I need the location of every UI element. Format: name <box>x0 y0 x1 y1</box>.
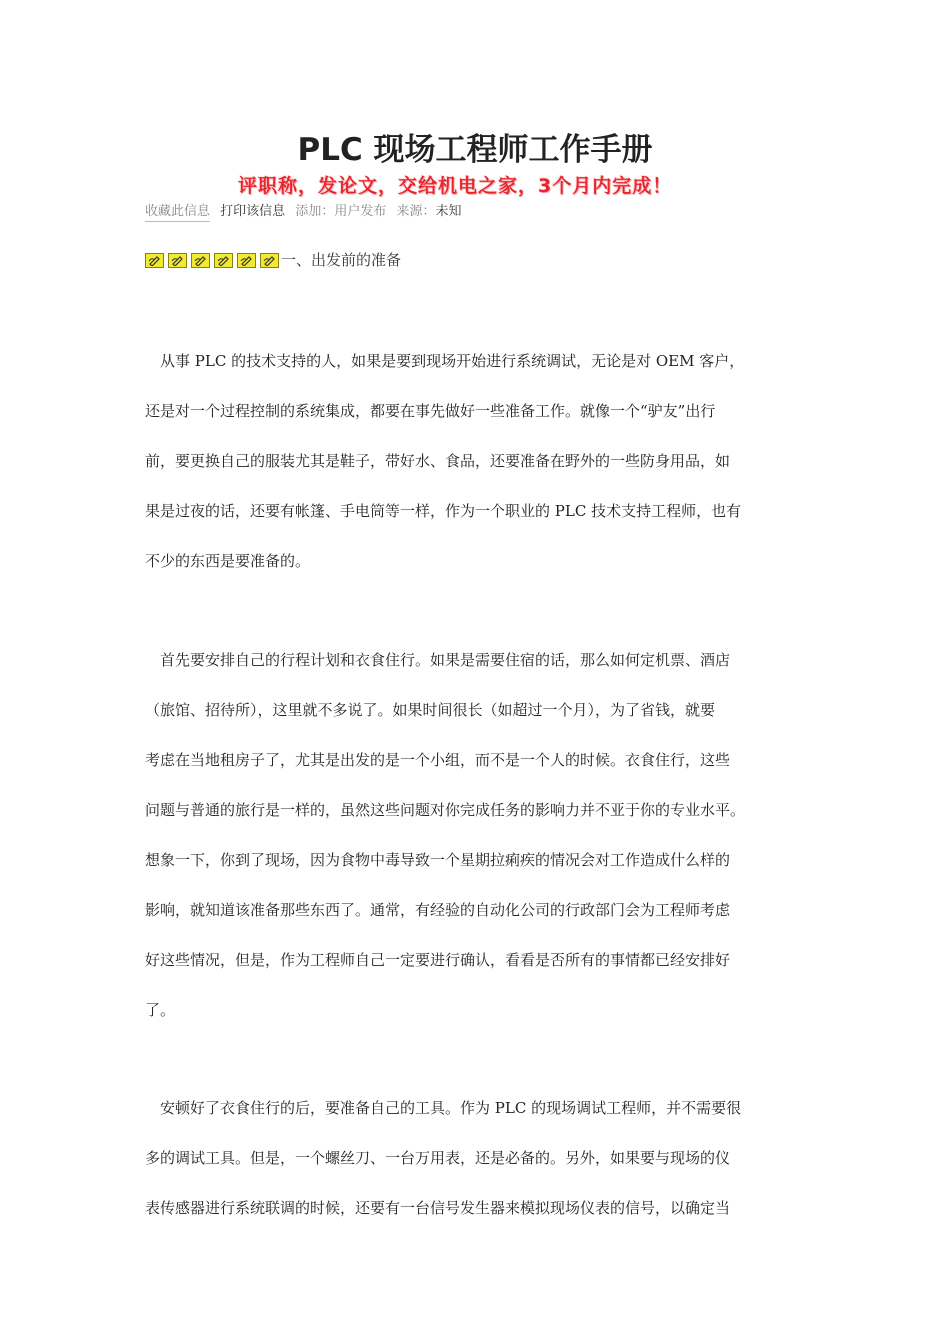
added-value: 用户发布 <box>334 204 387 219</box>
pencil-icon <box>191 253 210 268</box>
paragraph-1 <box>145 336 810 586</box>
added-label: 添加： <box>295 204 335 219</box>
paragraph-line: 考虑在当地租房子了，尤其是出发的是一个小组，而不是一个人的时候。衣食住行，这些 <box>145 751 731 769</box>
pencil-icon <box>145 253 164 268</box>
paragraph-line: 安顿好了衣食住行的后，要准备自己的工具。作为 PLC 的现场调试工程师，并不需要很 <box>145 1099 742 1117</box>
paragraph-2 <box>145 635 810 1035</box>
collect-link[interactable]: 收藏此信息 <box>145 204 210 222</box>
source-label: 来源： <box>396 204 436 219</box>
paragraph-line: 好这些情况，但是，作为工程师自己一定要进行确认，看看是否所有的事情都已经安排好 <box>145 951 731 969</box>
page-title: PLC 现场工程师工作手册 <box>297 132 653 168</box>
paragraph-line: 想象一下，你到了现场，因为食物中毒导致一个星期拉痢疾的情况会对工作造成什么样的 <box>145 851 731 869</box>
section-heading: 一、出发前的准备 <box>281 251 402 269</box>
pencil-icon <box>168 253 187 268</box>
source-value: 未知 <box>435 204 462 219</box>
pencil-icon <box>214 253 233 268</box>
paragraph-line: 表传感器进行系统联调的时候，还要有一台信号发生器来模拟现场仪表的信号，以确定当 <box>145 1199 731 1217</box>
section-heading-row <box>145 250 401 270</box>
pencil-icon <box>260 253 279 268</box>
paragraph-line: （旅馆、招待所），这里就不多说了。如果时间很长（如超过一个月），为了省钱，就要 <box>145 701 716 719</box>
paragraph-line: 前，要更换自己的服装尤其是鞋子，带好水、食品，还要准备在野外的一些防身用品，如 <box>145 452 731 470</box>
paragraph-line: 多的调试工具。但是，一个螺丝刀、一台万用表，还是必备的。另外，如果要与现场的仪 <box>145 1149 731 1167</box>
paragraph-line: 影响，就知道该准备那些东西了。通常，有经验的自动化公司的行政部门会为工程师考虑 <box>145 901 731 919</box>
print-link[interactable]: 打印该信息 <box>220 204 286 219</box>
paragraph-line: 不少的东西是要准备的。 <box>145 552 311 570</box>
pencil-icon <box>237 253 256 268</box>
paragraph-line: 从事 PLC 的技术支持的人，如果是要到现场开始进行系统调试，无论是对 OEM 客户， <box>145 352 745 370</box>
paragraph-line: 问题与普通的旅行是一样的，虽然这些问题对你完成任务的影响力并不亚于你的专业水平。 <box>145 801 746 819</box>
paragraph-line: 首先要安排自己的行程计划和衣食住行。如果是需要住宿的话，那么如何定机票、酒店 <box>145 651 731 669</box>
promo-banner[interactable]: 评职称，发论文，交给机电之家，3个月内完成！ <box>238 175 673 197</box>
article-meta <box>145 202 468 222</box>
paragraph-line: 果是过夜的话，还要有帐篷、手电筒等一样，作为一个职业的 PLC 技术支持工程师，也有 <box>145 502 742 520</box>
paragraph-line: 了。 <box>145 1001 176 1019</box>
paragraph-3 <box>145 1083 810 1233</box>
paragraph-line: 还是对一个过程控制的系统集成，都要在事先做好一些准备工作。就像一个“驴友”出行 <box>145 402 716 420</box>
